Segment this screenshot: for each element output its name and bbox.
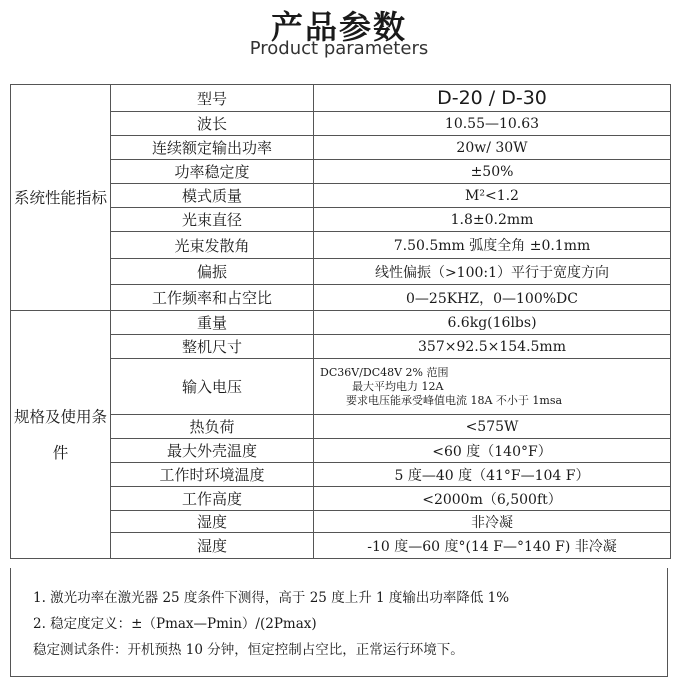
row-value-model: D-20 / D-30 [314, 85, 671, 112]
row-label-ambient-temp: 工作时环境温度 [111, 463, 314, 487]
row-value-altitude: <2000m（6,500ft） [314, 487, 671, 511]
row-label-input-voltage: 输入电压 [111, 359, 314, 415]
notes-box [10, 568, 668, 677]
row-label-heat-load: 热负荷 [111, 415, 314, 439]
row-value-beam-divergence: 7.50.5mm 弧度全角 ±0.1mm [314, 232, 671, 259]
row-label-beam-diameter: 光束直径 [111, 208, 314, 232]
row-value-power-stability: ±50% [314, 160, 671, 184]
row-label-beam-divergence: 光束发散角 [111, 232, 314, 259]
row-value-weight: 6.6kg(16lbs) [314, 311, 671, 335]
row-value-polarization: 线性偏振（>100:1）平行于宽度方向 [314, 259, 671, 285]
input-voltage-line-1: DC36V/DC48V 2% 范围 [320, 365, 449, 379]
row-label-power-stability: 功率稳定度 [111, 160, 314, 184]
row-label-max-case-temp: 最大外壳温度 [111, 439, 314, 463]
row-label-wavelength: 波长 [111, 112, 314, 136]
row-value-ambient-temp: 5 度—40 度（41°F—104 F） [314, 463, 671, 487]
row-label-output-power: 连续额定输出功率 [111, 136, 314, 160]
row-value-humidity: 非冷凝 [314, 511, 671, 533]
row-label-humidity-2: 湿度 [111, 533, 314, 559]
row-label-frequency-duty: 工作频率和占空比 [111, 285, 314, 311]
row-value-max-case-temp: <60 度（140°F） [314, 439, 671, 463]
row-value-beam-diameter: 1.8±0.2mm [314, 208, 671, 232]
row-label-mode-quality: 模式质量 [111, 184, 314, 208]
note-1: 1. 激光功率在激光器 25 度条件下测得，高于 25 度上升 1 度输出功率降低 1% [33, 590, 510, 606]
row-label-model: 型号 [111, 85, 314, 112]
row-value-wavelength: 10.55—10.63 [314, 112, 671, 136]
row-value-frequency-duty: 0—25KHZ，0—100%DC [314, 285, 671, 311]
input-voltage-line-2: 最大平均电力 12A [352, 379, 444, 393]
row-value-mode-quality: M²<1.2 [314, 184, 671, 208]
row-label-polarization: 偏振 [111, 259, 314, 285]
page-subtitle: Product parameters [249, 38, 429, 59]
row-value-humidity-2: -10 度—60 度°(14 F—°140 F) 非冷凝 [314, 533, 671, 559]
note-2: 2. 稳定度定义：±（Pmax—Pmin）/(2Pmax) [33, 616, 317, 632]
row-label-dimensions: 整机尺寸 [111, 335, 314, 359]
row-value-input-voltage [314, 359, 671, 415]
input-voltage-line-3: 要求电压能承受峰值电流 18A 不小于 1msa [346, 393, 563, 407]
row-value-output-power: 20w/ 30W [314, 136, 671, 160]
row-label-weight: 重量 [111, 311, 314, 335]
spec-table [10, 84, 671, 559]
page-title: 产品参数 [270, 8, 407, 46]
row-label-humidity: 湿度 [111, 511, 314, 533]
note-3: 稳定测试条件：开机预热 10 分钟，恒定控制占空比，正常运行环境下。 [33, 642, 464, 658]
row-value-heat-load: <575W [314, 415, 671, 439]
row-value-dimensions: 357×92.5×154.5mm [314, 335, 671, 359]
category-specs: 规格及使用条件 [11, 311, 111, 559]
category-performance: 系统性能指标 [11, 85, 111, 311]
row-label-altitude: 工作高度 [111, 487, 314, 511]
